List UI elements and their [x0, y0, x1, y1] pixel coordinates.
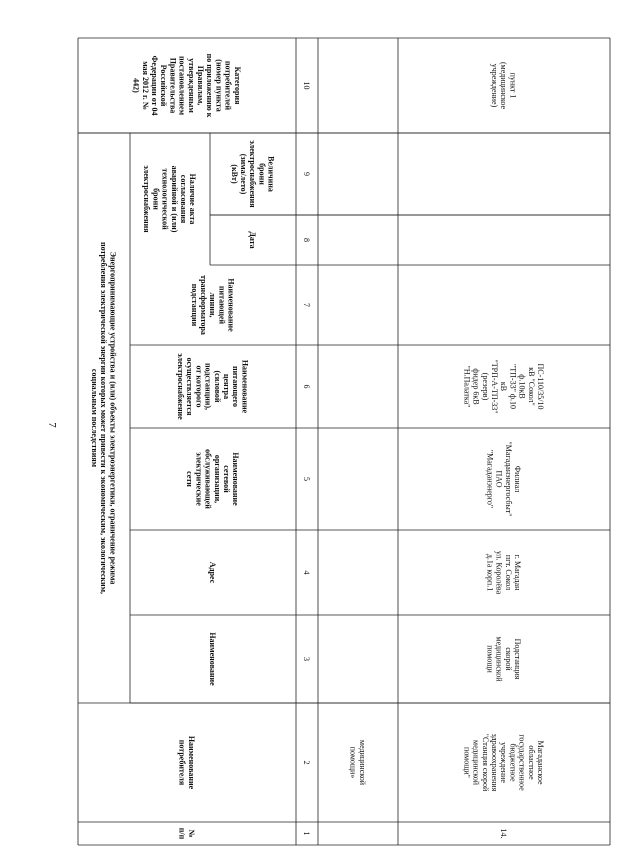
- row-2-name: Подстанцияскороймедицинскойпомощи: [485, 636, 522, 682]
- header-category: Категорияпотребителей(номер пунктапо приложению кПравилам,утвержденнымпостановлениемПравительстваРоссийскойФедерации от 04мая 2012 г. №442): [131, 53, 242, 118]
- row-2-supply-center: ПС-110/35/10кВ "Сокол"ф.10кВ"ТП-33" ф.10кВ"ТРП-А-ТП-33"(резерв)фидер 6кВ"Н.Палатка": [462, 359, 545, 414]
- header-act-group: Наличие актасогласованияаварийной и (или)технологическойброниэлектроснабжения: [142, 165, 198, 233]
- header-grid-org: Наименованиесетевойорганизации,обслуживающейэлектрическиесети: [185, 449, 241, 509]
- row-2-grid-org: Филиал"Магаданэнергосбыт"ПАО"Магаданэнерго": [485, 441, 522, 517]
- col-number-9: 9: [302, 172, 312, 176]
- col-number-7: 7: [302, 303, 312, 307]
- header-address: Адрес: [208, 561, 218, 584]
- header-act-date: Дата: [248, 231, 258, 249]
- header-act-value: Величинаброниэлектроснабжения(зима/лето)(кВт): [229, 140, 276, 208]
- col-number-4: 4: [302, 570, 312, 575]
- header-group-title: Энергопринимающие устройства и (или) объекты электроэнергетики, ограничение режимапотребления электрической энергии которых может привести к экономическим, экологическим,социальным последствиям: [90, 241, 118, 595]
- col-number-2: 2: [302, 760, 312, 765]
- row-1-consumer: медицинскойпомощи»: [348, 739, 367, 786]
- row-2-address: г. Магаданпгт. Соколул. Королёвад.1а корп.1: [485, 550, 522, 595]
- row-2-category: пункт 1(медицинскоеучреждение): [490, 61, 518, 110]
- header-num: №п/п: [177, 827, 196, 840]
- header-feeder: Наименованиепитающейлинии,трансформатораподстанции: [189, 275, 236, 335]
- col-number-8: 8: [302, 238, 312, 242]
- col-number-10: 10: [302, 81, 312, 90]
- row-2-consumer: Магаданскоеобластноегосударственноебюджетноеучреждениездравоохранения"Станция скороймедицинскойпомощи": [462, 733, 545, 792]
- header-supply-center: Наименованиепитающегоцентра(силовойподстанции),от которогоосуществляетсяэлектроснабжение: [176, 353, 250, 420]
- col-number-5: 5: [302, 477, 312, 481]
- header-consumer-name: Наименованиепотребителя: [177, 735, 196, 790]
- col-number-6: 6: [302, 384, 312, 389]
- row-2-num: 14.: [499, 828, 509, 839]
- header-name: Наименование: [208, 632, 218, 686]
- page-number: 7: [46, 422, 58, 428]
- col-number-1: 1: [302, 831, 312, 836]
- col-number-3: 3: [302, 657, 312, 661]
